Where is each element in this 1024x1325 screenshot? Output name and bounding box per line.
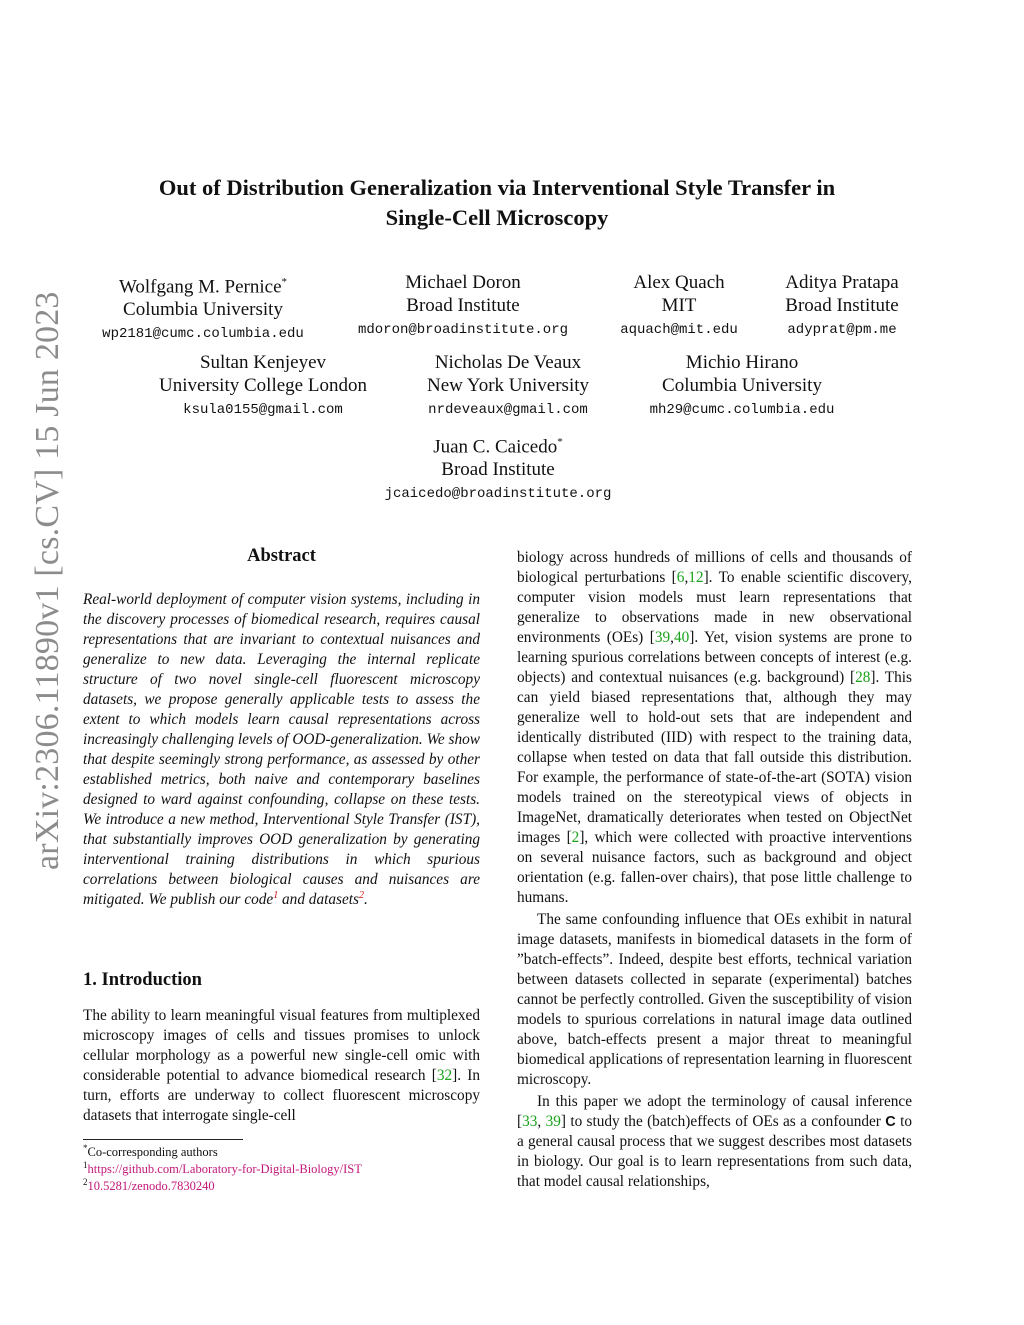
author-email[interactable]: mh29@cumc.columbia.edu xyxy=(649,402,835,418)
author-name: Aditya Pratapa xyxy=(785,272,899,293)
author-block xyxy=(608,271,750,340)
footnote-code xyxy=(83,1161,483,1178)
abstract-body xyxy=(83,590,480,910)
corresponding-mark: * xyxy=(557,436,563,448)
right-column xyxy=(517,548,912,1192)
author-name: Sultan Kenjeyev xyxy=(199,352,327,373)
author-name: Nicholas De Veaux xyxy=(434,352,582,373)
abstract-text: Real-world deployment of computer vision systems, including in the discovery processes of biomedical research, requires causal representations that are invariant to contextual nuisances and generalize to new data. Leveraging the internal replicate structure of two novel single-cell fluorescent microscopy datasets, we propose generally applicable tests to assess the extent to which models learn causal representations across increasingly challenging levels of OOD-generalization. We show that despite seemingly strong performance, as assessed by other established metrics, both naive and contemporary baselines designed to ward against confounding, collapse on these tests. We introduce a new method, Interventional Style Transfer (IST), that substantially improves OOD generalization by generating interventional training distributions in which spurious correlations between biological causes and nuisances are mitigated. We publish our code xyxy=(83,591,480,908)
author-email[interactable]: nrdeveaux@gmail.com xyxy=(428,402,588,418)
author-name: Alex Quach xyxy=(633,272,725,293)
author-name: Michael Doron xyxy=(405,272,521,293)
body-text: ]. To enable scientific discovery, computer vision models must learn representations that generalize to observations made in new observational environments (OEs) [ xyxy=(517,569,912,646)
abstract-text: . xyxy=(363,891,368,908)
dataset-doi-link[interactable]: 10.5281/zenodo.7830240 xyxy=(87,1179,215,1193)
footnote-mark: * xyxy=(83,1142,88,1153)
paper-title xyxy=(100,173,894,233)
author-block xyxy=(360,431,636,504)
footnotes xyxy=(83,1144,483,1195)
footnote-ref[interactable]: 1 xyxy=(273,889,279,901)
body-text: ]. In turn, efforts are underway to collect fluorescent microscopy datasets that interrogate single-cell xyxy=(83,1067,480,1124)
citation-link[interactable]: 12 xyxy=(688,569,704,586)
footnote-ref[interactable]: 2 xyxy=(358,889,364,901)
paragraph: The same confounding influence that OEs exhibit in natural image datasets, manifests in biomedical datasets in the form of ”batch-effects”. Indeed, despite best efforts, technical variation between datasets collected in separate (experimental) batches cannot be perfectly controlled. Given the susceptibility of vision models to spurious correlations in natural image data outlined above, batch-effects present a major threat to meaningful biomedical applications of representation learning in fluorescent microscopy. xyxy=(517,911,912,1088)
paragraph: biology across hundreds of millions of cells and thousands of biological perturbations [6,12]. To enable scientific discovery, computer vision models must learn representations that generalize to observations made in new observational environments (OEs) [39,40]. Yet, vision systems are prone to learning spurious correlations between concepts of interest (e.g. objects) and contextual nuisances (e.g. background) [28]. This can yield biased representations that, although they may generalize well to hold-out sets that are independent and identically distributed (IID) with respect to the training data, collapse when tested on data that fall outside this distribution. For example, the performance of state-of-the-art (SOTA) vision models trained on the stereotypical views of objects in ImageNet, dramatically deteriorates when tested on ObjectNet images [2], which were collected with proactive interventions on several nuisance factors, such as background and object orientation (e.g. fallen-over chairs), that pose little challenge to humans. xyxy=(517,549,913,906)
citation-link[interactable]: 2 xyxy=(571,829,580,846)
body-text: ]. This can yield biased representations that, although they may generalize well to hold-out sets that are independent and identically distributed (IID) with respect to the training data, collapse when tested on data that fall outside this distribution. For example, the performance of state-of-the-art (SOTA) vision models trained on the stereotypical views of objects in ImageNet, dramatically deteriorates when tested on ObjectNet images [ xyxy=(517,669,912,846)
author-block xyxy=(343,271,583,340)
author-block xyxy=(148,351,378,420)
author-email[interactable]: adyprat@pm.me xyxy=(787,322,897,338)
footnote-text: Co-corresponding authors xyxy=(87,1145,218,1159)
abstract-text: and datasets xyxy=(278,891,359,908)
section-heading-introduction: 1. Introduction xyxy=(83,970,202,990)
author-name: Wolfgang M. Pernice xyxy=(118,276,282,298)
title-line-1: Out of Distribution Generalization via Interventional Style Transfer in xyxy=(158,175,836,200)
body-text: ] to study the (batch)effects of OEs as a confounder xyxy=(560,1113,886,1130)
confounder-symbol: C xyxy=(885,1114,896,1130)
citation-link[interactable]: 32 xyxy=(436,1067,453,1084)
title-line-2: Single-Cell Microscopy xyxy=(385,205,609,230)
body-text: In this paper we adopt the terminology of causal inference [ xyxy=(517,1093,912,1130)
author-affiliation: Columbia University xyxy=(662,375,822,396)
body-text: ], which were collected with proactive interventions on several nuisance factors, such as background and object orientation (e.g. fallen-over chairs), that pose little challenge to humans. xyxy=(517,829,912,906)
abstract-heading: Abstract xyxy=(247,546,316,566)
author-affiliation: MIT xyxy=(661,295,697,316)
corresponding-mark: * xyxy=(281,276,288,288)
author-email[interactable]: mdoron@broadinstitute.org xyxy=(357,322,569,338)
author-affiliation: University College London xyxy=(159,375,367,396)
body-text: to a general causal process that we suggest describes most datasets in biology. Our goal is to learn representations from such data, that model causal relationships, xyxy=(517,1113,912,1190)
author-affiliation: New York University xyxy=(426,375,590,396)
author-affiliation: Broad Institute xyxy=(785,295,899,316)
author-email[interactable]: ksula0155@gmail.com xyxy=(183,402,343,418)
footnote-rule xyxy=(83,1139,243,1140)
author-email[interactable]: jcaicedo@broadinstitute.org xyxy=(384,486,612,503)
author-affiliation: Columbia University xyxy=(123,299,283,321)
body-text: ]. Yet, vision systems are prone to learning spurious correlations between concepts of interest (e.g. objects) and contextual nuisances (e.g. background) [ xyxy=(517,629,913,686)
citation-link[interactable]: 39 xyxy=(545,1113,561,1130)
citation-link[interactable]: 6 xyxy=(676,569,685,586)
intro-paragraph xyxy=(83,1006,480,1126)
body-text: The ability to learn meaningful visual features from multiplexed microscopy images of cells and tissues promises to unlock cellular morphology as a powerful new single-cell omic with considerable potential to advance biomedical research [ xyxy=(83,1007,480,1084)
author-name: Michio Hirano xyxy=(685,352,799,373)
author-block xyxy=(412,351,604,420)
author-email[interactable]: aquach@mit.edu xyxy=(620,322,738,338)
citation-link[interactable]: 39 xyxy=(654,629,671,646)
footnote-dataset xyxy=(83,1178,483,1195)
code-link[interactable]: https://github.com/Laboratory-for-Digital-Biology/IST xyxy=(87,1162,362,1176)
paragraph: In this paper we adopt the terminology of causal inference [33, 39] to study the (batch)effects of OEs as a confounder C to a general causal process that we suggest describes most datasets in biology. Our goal is to learn representations from such data, that model causal relationships, xyxy=(517,1093,912,1190)
body-text: biology across hundreds of millions of cells and thousands of biological perturbations [ xyxy=(517,549,912,586)
author-block xyxy=(92,271,314,344)
author-name: Juan C. Caicedo xyxy=(433,436,558,458)
author-block xyxy=(772,271,912,340)
author-affiliation: Broad Institute xyxy=(441,459,555,481)
footnote-mark: 2 xyxy=(83,1176,88,1187)
footnote-mark: 1 xyxy=(83,1159,88,1170)
arxiv-identifier: arXiv:2306.11890v1 [cs.CV] 15 Jun 2023 xyxy=(29,291,66,870)
citation-link[interactable]: 33 xyxy=(522,1113,538,1130)
footnote-corresponding xyxy=(83,1144,483,1161)
author-affiliation: Broad Institute xyxy=(406,295,520,316)
author-email[interactable]: wp2181@cumc.columbia.edu xyxy=(102,326,304,343)
citation-link[interactable]: 40 xyxy=(673,629,690,646)
author-block xyxy=(636,351,848,420)
citation-link[interactable]: 28 xyxy=(855,669,871,686)
